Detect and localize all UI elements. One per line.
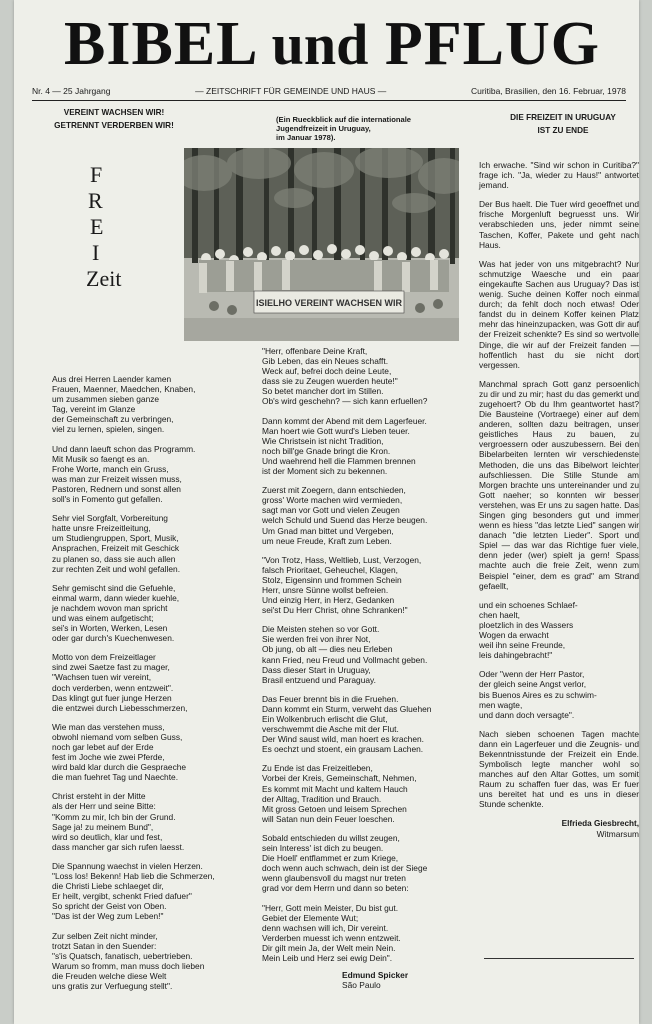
article-paragraph: Ich erwache. "Sind wir schon in Curitiba?" frage ich. "Ja, wieder zu Haus!" antwortet jemand. bbox=[479, 160, 639, 191]
freizeit-vertical-title bbox=[84, 162, 134, 292]
masthead-title bbox=[42, 8, 622, 80]
author-name: Edmund Spicker bbox=[342, 970, 409, 981]
right-column-article bbox=[479, 160, 639, 839]
vertical-letter: F bbox=[90, 162, 103, 187]
author-place: Witmarsum bbox=[596, 828, 639, 839]
article-verse: Oder "wenn der Herr Pastor, der gleich seine Angst verlor, bis Buenos Aires es zu schwim- men wagte, und dann doch versagte". bbox=[479, 669, 597, 720]
photo-banner-text: ISIELHO VEREINT WACHSEN WIR bbox=[255, 298, 403, 308]
issue-number: Nr. 4 — 25 Jahrgang bbox=[32, 86, 111, 96]
poem-stanza: Dann kommt der Abend mit dem Lagerfeuer. Man hoert wie Gott wurd's Lieben teuer. Wie Christsein ist nicht Tradition, noch bill'ge Gnade bringt die Kron. Und waehrend hell die Flammen brennen ist der Moment sich zu bekennen. bbox=[262, 415, 427, 477]
newspaper-page bbox=[14, 0, 639, 1024]
masthead-word-bibel: BIBEL bbox=[63, 10, 272, 78]
left-headline: VEREINT WACHSEN WIR! GETRENNT VERDERBEN WIR! bbox=[54, 108, 174, 130]
poem-stanza: Zur selben Zeit nicht minder, trotzt Satan in den Suender: "s'is Quatsch, fanatisch, uebertrieben. Warum so fromm, man muss doch lieben die Freuden welche diese Welt uns gratis zur Verfuegung stellt". bbox=[52, 930, 205, 991]
vertical-letter: I bbox=[92, 240, 100, 265]
poem-stanza: Wie man das verstehen muss, obwohl niemand vom selben Guss, noch gar lebet auf der Erde fest im Joche wie zwei Pferde, wird bald klar durch die Gespraeche die man fuehret Tag und Naechte. bbox=[52, 721, 187, 783]
poem-stanza: "Herr, Gott mein Meister, Du bist gut. Gebiet der Elemente Wut; denn wachsen will ich, Dir vereint. Verderben muesst ich wenn entzweit. Dir gilt mein Ja, der Welt mein Nein. Mein Leib und Herz sei ewig Dein". bbox=[262, 902, 401, 963]
vertical-letter: E bbox=[90, 214, 104, 239]
masthead-word-und: und bbox=[271, 12, 369, 77]
article-paragraph: Was hat jeder von uns mitgebracht? Nur schmutzige Waesche und ein paar eingekaufte Sachen aus Uruguay? Das ist wenig. Suche deinen Koffer noch einmal durch; da fehlt doch noch etwas! Oder fandst du in deinem Koffer keinen Platz mehr das hineinzupacken, was Gott dir auf der Freizeit schenkte? Es sind so wertvolle Dinge, die wir auf der Freizeit fanden — hoffentlich hast du sie nicht dort vergessen. bbox=[479, 258, 639, 370]
article-paragraph: Der Bus haelt. Die Tuer wird geoeffnet und frische Morgenluft begruesst uns. Wir verabschieden uns, jeder nimmt seine Taschen, Koffer, Pakete und geht nach Haus. bbox=[479, 199, 639, 250]
author-name: Elfrieda Giesbrecht, bbox=[561, 818, 639, 828]
right-signature bbox=[479, 819, 639, 839]
issue-date: Curitiba, Brasilien, den 16. Februar, 1978 bbox=[471, 86, 626, 96]
article-closing: Nach sieben schoenen Tagen machte dann ein Lagerfeuer und die Zeugnis- und Bekenntnisstunde der Freizeit ein Ende. Symbolisch legte mancher wohl so manches auf den Altar Gottes, um somit Raum zu schaffen fuer das, was Er fuer uns bereitet hat und es uns in dieser Stunde schenkte. bbox=[479, 728, 639, 810]
poem-stanza: Sobald entschieden du willst zeugen, sein Interess' ist dich zu beugen. Die Hoell' entflammet er zum Kriege, doch wenn auch schwach, dein ist der Siege wenn glaubensvoll du magst nur treten grad vor dem Herrn und dann so beten: bbox=[262, 832, 428, 894]
publication-subtitle: — ZEITSCHRIFT FÜR GEMEINDE UND HAUS — bbox=[195, 86, 387, 96]
poem-stanza: Das Feuer brennt bis in die Fruehen. Dann kommt ein Sturm, verweht das Gluehen Ein Wolkenbruch erlischt die Glut, verschwemmt die Asche mit der Flut. Der Wind saust wild, man hoert es krachen. Es oechzt und stoent, ein grausam Lachen. bbox=[262, 693, 432, 755]
middle-lead-note: (Ein Rueckblick auf die internationale Jugendfreizeit in Uruguay, im Januar 1978). bbox=[276, 115, 412, 142]
poem-stanza: "Von Trotz, Hass, Weltlieb, Lust, Verzogen, falsch Prioritaet, Geheuchel, Klagen, Stolz, Eigensinn und frommen Schein Herr, unsre Sünne wollst befreien. Und einzig Herr, in Herz, Gedanken sei'st Du Herr Christ, ohne Schranken!" bbox=[262, 554, 422, 616]
vertical-letter: Zeit bbox=[86, 266, 122, 291]
poem-stanza: Zuerst mit Zoegern, dann entschieden, gross' Worte machen wird vermieden, sagt man vor Gott und vielen Zeugen welch Schuld und Suend das Herze beugen. Um Gnad man bittet und Vergeben, um neue Freude, Kraft zum Leben. bbox=[262, 485, 428, 546]
poem-stanza: "Herr, offenbare Deine Kraft, Gib Leben, das ein Neues schafft. Weck auf, befrei doch deine Leute, dass sie zu Zeugen wuerden heute!" So betet mancher dort im Stillen. Ob's wird geschehn? — sich kann erfuellen? bbox=[262, 346, 428, 407]
poem-stanza: Sehr gemischt sind die Gefuehle, einmal warm, dann wieder kuehle, je nachdem wovon man spricht und was einem aufgetischt; sei's in Worten, Werken, Lesen oder gar durch's Kuechenwesen. bbox=[52, 582, 180, 644]
poem-stanza: Die Spannung waechst in vielen Herzen. "Loss los! Bekenn! Hab lieb die Schmerzen, die Christi Liebe schlaeget dir, Er heilt, vergibt, schenkt Fried dafuer" So spricht der Geist von Oben. "Das ist der Weg zum Leben!" bbox=[52, 860, 215, 922]
issue-line bbox=[32, 82, 626, 101]
right-headline: DIE FREIZEIT IN URUGUAY IST ZU ENDE bbox=[510, 113, 616, 135]
group-photo bbox=[184, 148, 459, 341]
column-end-rule bbox=[484, 958, 634, 959]
poem-stanza: Christ ersteht in der Mitte als der Herr und seine Bitte: "Komm zu mir, Ich bin der Grund. Sage ja! zu meinem Bund", wird so deutlich, klar und fest, dass mancher gar sich rufen laesst. bbox=[52, 791, 185, 852]
masthead-word-pflug: PFLUG bbox=[368, 10, 600, 78]
author-place: São Paulo bbox=[342, 980, 381, 991]
poem-stanza: Sehr viel Sorgfalt, Vorbereitung hatte unsre Freizeitleitung, um Studiengruppen, Sport, Musik, Ansprachen, Freizeit mit Geschick zu planen so, dass sie auch allen zur rechten Zeit und wohl gefallen. bbox=[52, 513, 181, 574]
poem-stanza: Und dann laeuft schon das Programm. Mit Musik so faengt es an. Frohe Worte, manch ein Gruss, was man zur Freizeit wissen muss, Pastoren, Rednern und sonst allen soll's in Fomento gut gefallen. bbox=[52, 443, 196, 505]
middle-signature bbox=[342, 970, 470, 990]
poem-stanza: Motto von dem Freizeitlager sind zwei Saetze fast zu mager, "Wachsen tuen wir vereint, doch verderben, wenn entzweit". Das klingt gut fuer junge Herzen die entzwei durch Liebesschmerzen, bbox=[52, 652, 188, 713]
article-verse: und ein schoenes Schlaef- chen haelt, ploetzlich in des Wassers Wogen da erwacht weil ihn seine Freunde, leis dahingebracht!" bbox=[479, 599, 578, 661]
poem-stanza: Zu Ende ist das Freizeitleben, Vorbei der Kreis, Gemeinschaft, Nehmen, Es kommt mit Macht und kaltem Hauch der Alltag, Tradition und Brauch. Mit gross Getoen und leisem Sprechen will Satan nun dein Feuer loeschen. bbox=[262, 763, 417, 824]
middle-column-poem bbox=[262, 346, 470, 990]
vertical-letter: R bbox=[88, 188, 103, 213]
poem-stanza: Aus drei Herren Laender kamen Frauen, Maenner, Maedchen, Knaben, um zusammen sieben ganze Tag, vereint im Glanze der Gemeinschaft zu verbringen, viel zu lernen, spielen, singen. bbox=[52, 374, 196, 435]
group-photo-illustration bbox=[184, 148, 459, 341]
left-column-poem bbox=[52, 374, 252, 1000]
article-paragraph: Manchmal sprach Gott ganz persoenlich zu dir und zu mir; hast du das gemerkt und zugehoert? Ob du Ihm geantwortet hast? Die Bausteine (Vortraege) einer auf dem anderen, sollten dazu beitragen, unser geistliches Haus zu bauen, zu vergroessern oder auszubessern. Bei den Bibelarbeiten lernten wir verschiedenste Methoden, die uns das Bibelwort leichter aufschliessen. Die Stille Stunde am Morgen brachte uns untereinander und zu Gott naeher; so konnten wir besser verstehen, was Er uns zu sagen hatte. Das Singen ging besonders gut und immer wenn es hiess "das letzte Lied" sangen wir danach "die letzten Lieder". Sport und Spiel — das war das Richtige fuer viele, denn jeder (wer) spielt ja gern! Spass machte auch die freie Zeit, wenn zum Beispiel "einer, dem es grad" am Strand gefaellt, bbox=[479, 378, 639, 591]
poem-stanza: Die Meisten stehen so vor Gott. Sie werden frei von ihrer Not, Ob jung, ob alt — dies neu Erleben kann Fried, neu Freud und Vollmacht geben. Dass dieser Start in Uruguay, Brasil entzuend und Paraguay. bbox=[262, 624, 428, 685]
